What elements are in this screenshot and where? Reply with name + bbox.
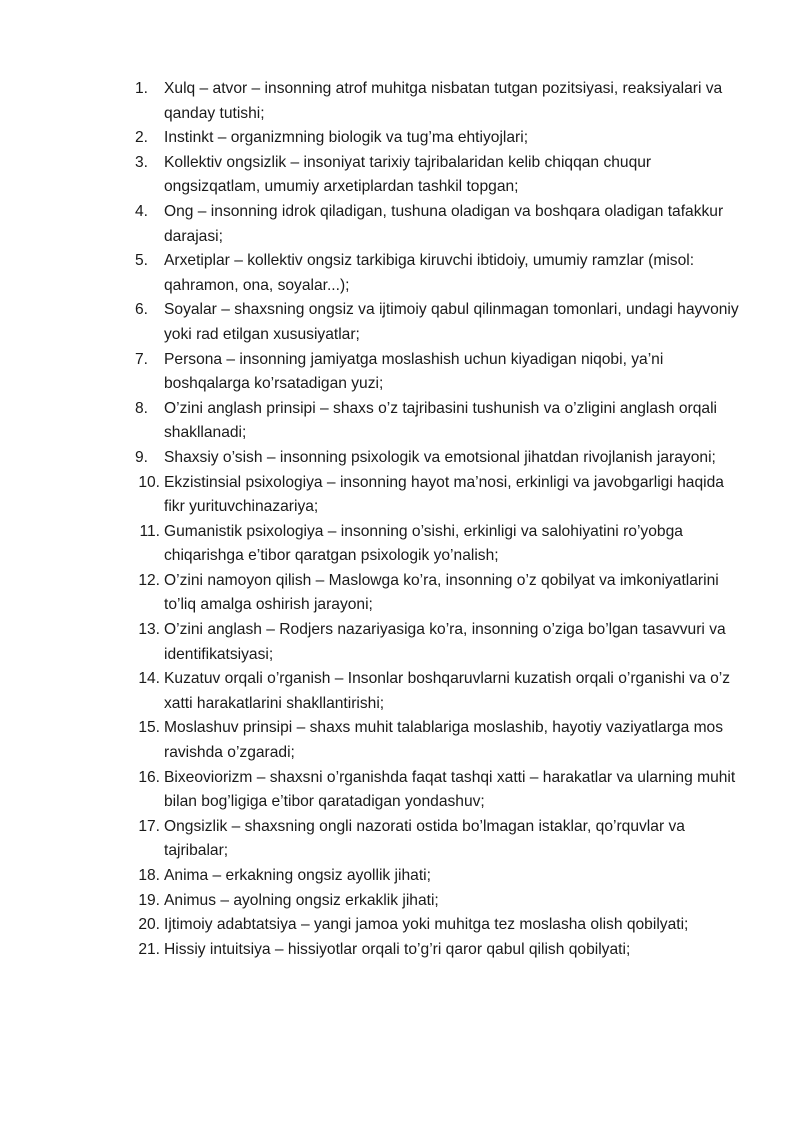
item-number: 1. (134, 80, 148, 97)
list-item (128, 471, 748, 520)
item-number: 12. (138, 571, 160, 589)
list-item (128, 249, 748, 298)
item-text: Animus – ayolning ongsiz erkaklik jihati; (164, 891, 439, 909)
item-number: 7. (134, 350, 148, 368)
item-number: 18. (138, 867, 160, 884)
item-text: O’zini anglash – Rodjers nazariyasiga ko’ra, insonning o’ziga bo’lgan tasavvuri va identifikatsiyasi; (164, 621, 726, 663)
item-text: Ijtimoiy adabtatsiya – yangi jamoa yoki muhitga tez moslasha olish qobilyati; (164, 916, 689, 934)
item-text: Ekzistinsial psixologiya – insonning hayot ma’nosi, erkinligi va javobgarligi haqida fikr yurituvchinazariya; (164, 473, 724, 516)
item-number: 16. (138, 768, 160, 786)
item-text: Kuzatuv orqali o’rganish – Insonlar boshqaruvlarni kuzatish orqali o’rganishi va o’z xatti harakatlarini shakllantirishi; (164, 670, 731, 712)
item-text: Arxetiplar – kollektiv ongsiz tarkibiga kiruvchi ibtidoiy, umumiy ramzlar (misol: qahramon, ona, soyalar...); (164, 252, 695, 294)
item-number: 4. (134, 202, 148, 220)
item-number: 5. (134, 252, 148, 270)
list-item (128, 889, 748, 914)
item-text: Ong – insonning idrok qiladigan, tushuna oladigan va boshqara oladigan tafakkur darajasi; (164, 202, 724, 245)
item-text: Shaxsiy o’sish – insonning psixologik va emotsional jihatdan rivojlanish jarayoni; (164, 448, 716, 466)
item-text: Bixeoviorizm – shaxsni o’rganishda faqat tashqi xatti – harakatlar va ularning muhit bilan bog’ligiga e’tibor qaratadigan yondashuv; (164, 768, 736, 811)
item-number: 17. (138, 817, 160, 835)
item-number: 10. (138, 473, 160, 491)
item-number: 21. (138, 940, 160, 958)
list-item (128, 520, 748, 569)
list-item (128, 569, 748, 618)
item-number: 3. (134, 153, 148, 171)
item-text: Instinkt – organizmning biologik va tug’ma ehtiyojlari; (164, 129, 529, 147)
list-item (128, 200, 748, 249)
item-number: 2. (134, 129, 148, 147)
list-item (128, 298, 748, 347)
list-item (128, 151, 748, 200)
list-item (128, 618, 748, 667)
item-text: Hissiy intuitsiya – hissiyotlar orqali to’g’ri qaror qabul qilish qobilyati; (164, 940, 631, 958)
item-number: 20. (138, 916, 160, 934)
item-text: Moslashuv prinsipi – shaxs muhit talablariga moslashib, hayotiy vaziyatlarga mos ravishda o’zgaradi; (164, 719, 724, 762)
list-item (128, 815, 748, 864)
item-text: O’zini anglash prinsipi – shaxs o’z tajribasini tushunish va o’zligini anglash orqali shakllanadi; (164, 399, 718, 442)
item-number: 15. (138, 719, 160, 737)
list-item (128, 397, 748, 446)
list-item (128, 938, 748, 963)
item-text: Persona – insonning jamiyatga moslashish uchun kiyadigan niqobi, ya’ni boshqalarga ko’rsatadigan yuzi; (164, 350, 664, 393)
list-item (128, 348, 748, 397)
item-text: Xulq – atvor – insonning atrof muhitga nisbatan tutgan pozitsiyasi, reaksiyalari va qanday tutishi; (164, 80, 723, 122)
list-item (128, 446, 748, 471)
item-text: Soyalar – shaxsning ongsiz va ijtimoiy qabul qilinmagan tomonlari, undagi hayvoniy yoki rad etilgan xususiyatlar; (164, 301, 739, 343)
list-item (128, 716, 748, 765)
item-text: O’zini namoyon qilish – Maslowga ko’ra, insonning o’z qobilyat va imkoniyatlarini to’liq amalga oshirish jarayoni; (164, 571, 719, 614)
list-item (128, 77, 748, 126)
item-number: 13. (138, 621, 160, 639)
list-item (128, 864, 748, 889)
list-item (128, 667, 748, 716)
item-text: Anima – erkakning ongsiz ayollik jihati; (164, 867, 431, 884)
item-text: Kollektiv ongsizlik – insoniyat tarixiy tajribalaridan kelib chiqqan chuqur ongsizqatlam, umumiy arxetiplardan tashkil topgan; (164, 153, 652, 196)
item-number: 11. (139, 522, 160, 540)
list-item (128, 126, 748, 151)
list-item (128, 913, 748, 938)
item-number: 14. (138, 670, 160, 688)
item-number: 9. (134, 448, 148, 466)
definitions-list (128, 77, 748, 962)
item-number: 6. (134, 301, 148, 319)
list-item (128, 766, 748, 815)
item-text: Gumanistik psixologiya – insonning o’sishi, erkinligi va salohiyatini ro’yobga chiqarishga e’tibor qaratgan psixologik yo’nalish; (164, 522, 683, 565)
item-number: 8. (134, 399, 148, 417)
item-number: 19. (138, 891, 160, 909)
item-text: Ongsizlik – shaxsning ongli nazorati ostida bo’lmagan istaklar, qo’rquvlar va tajribalar; (164, 817, 685, 860)
